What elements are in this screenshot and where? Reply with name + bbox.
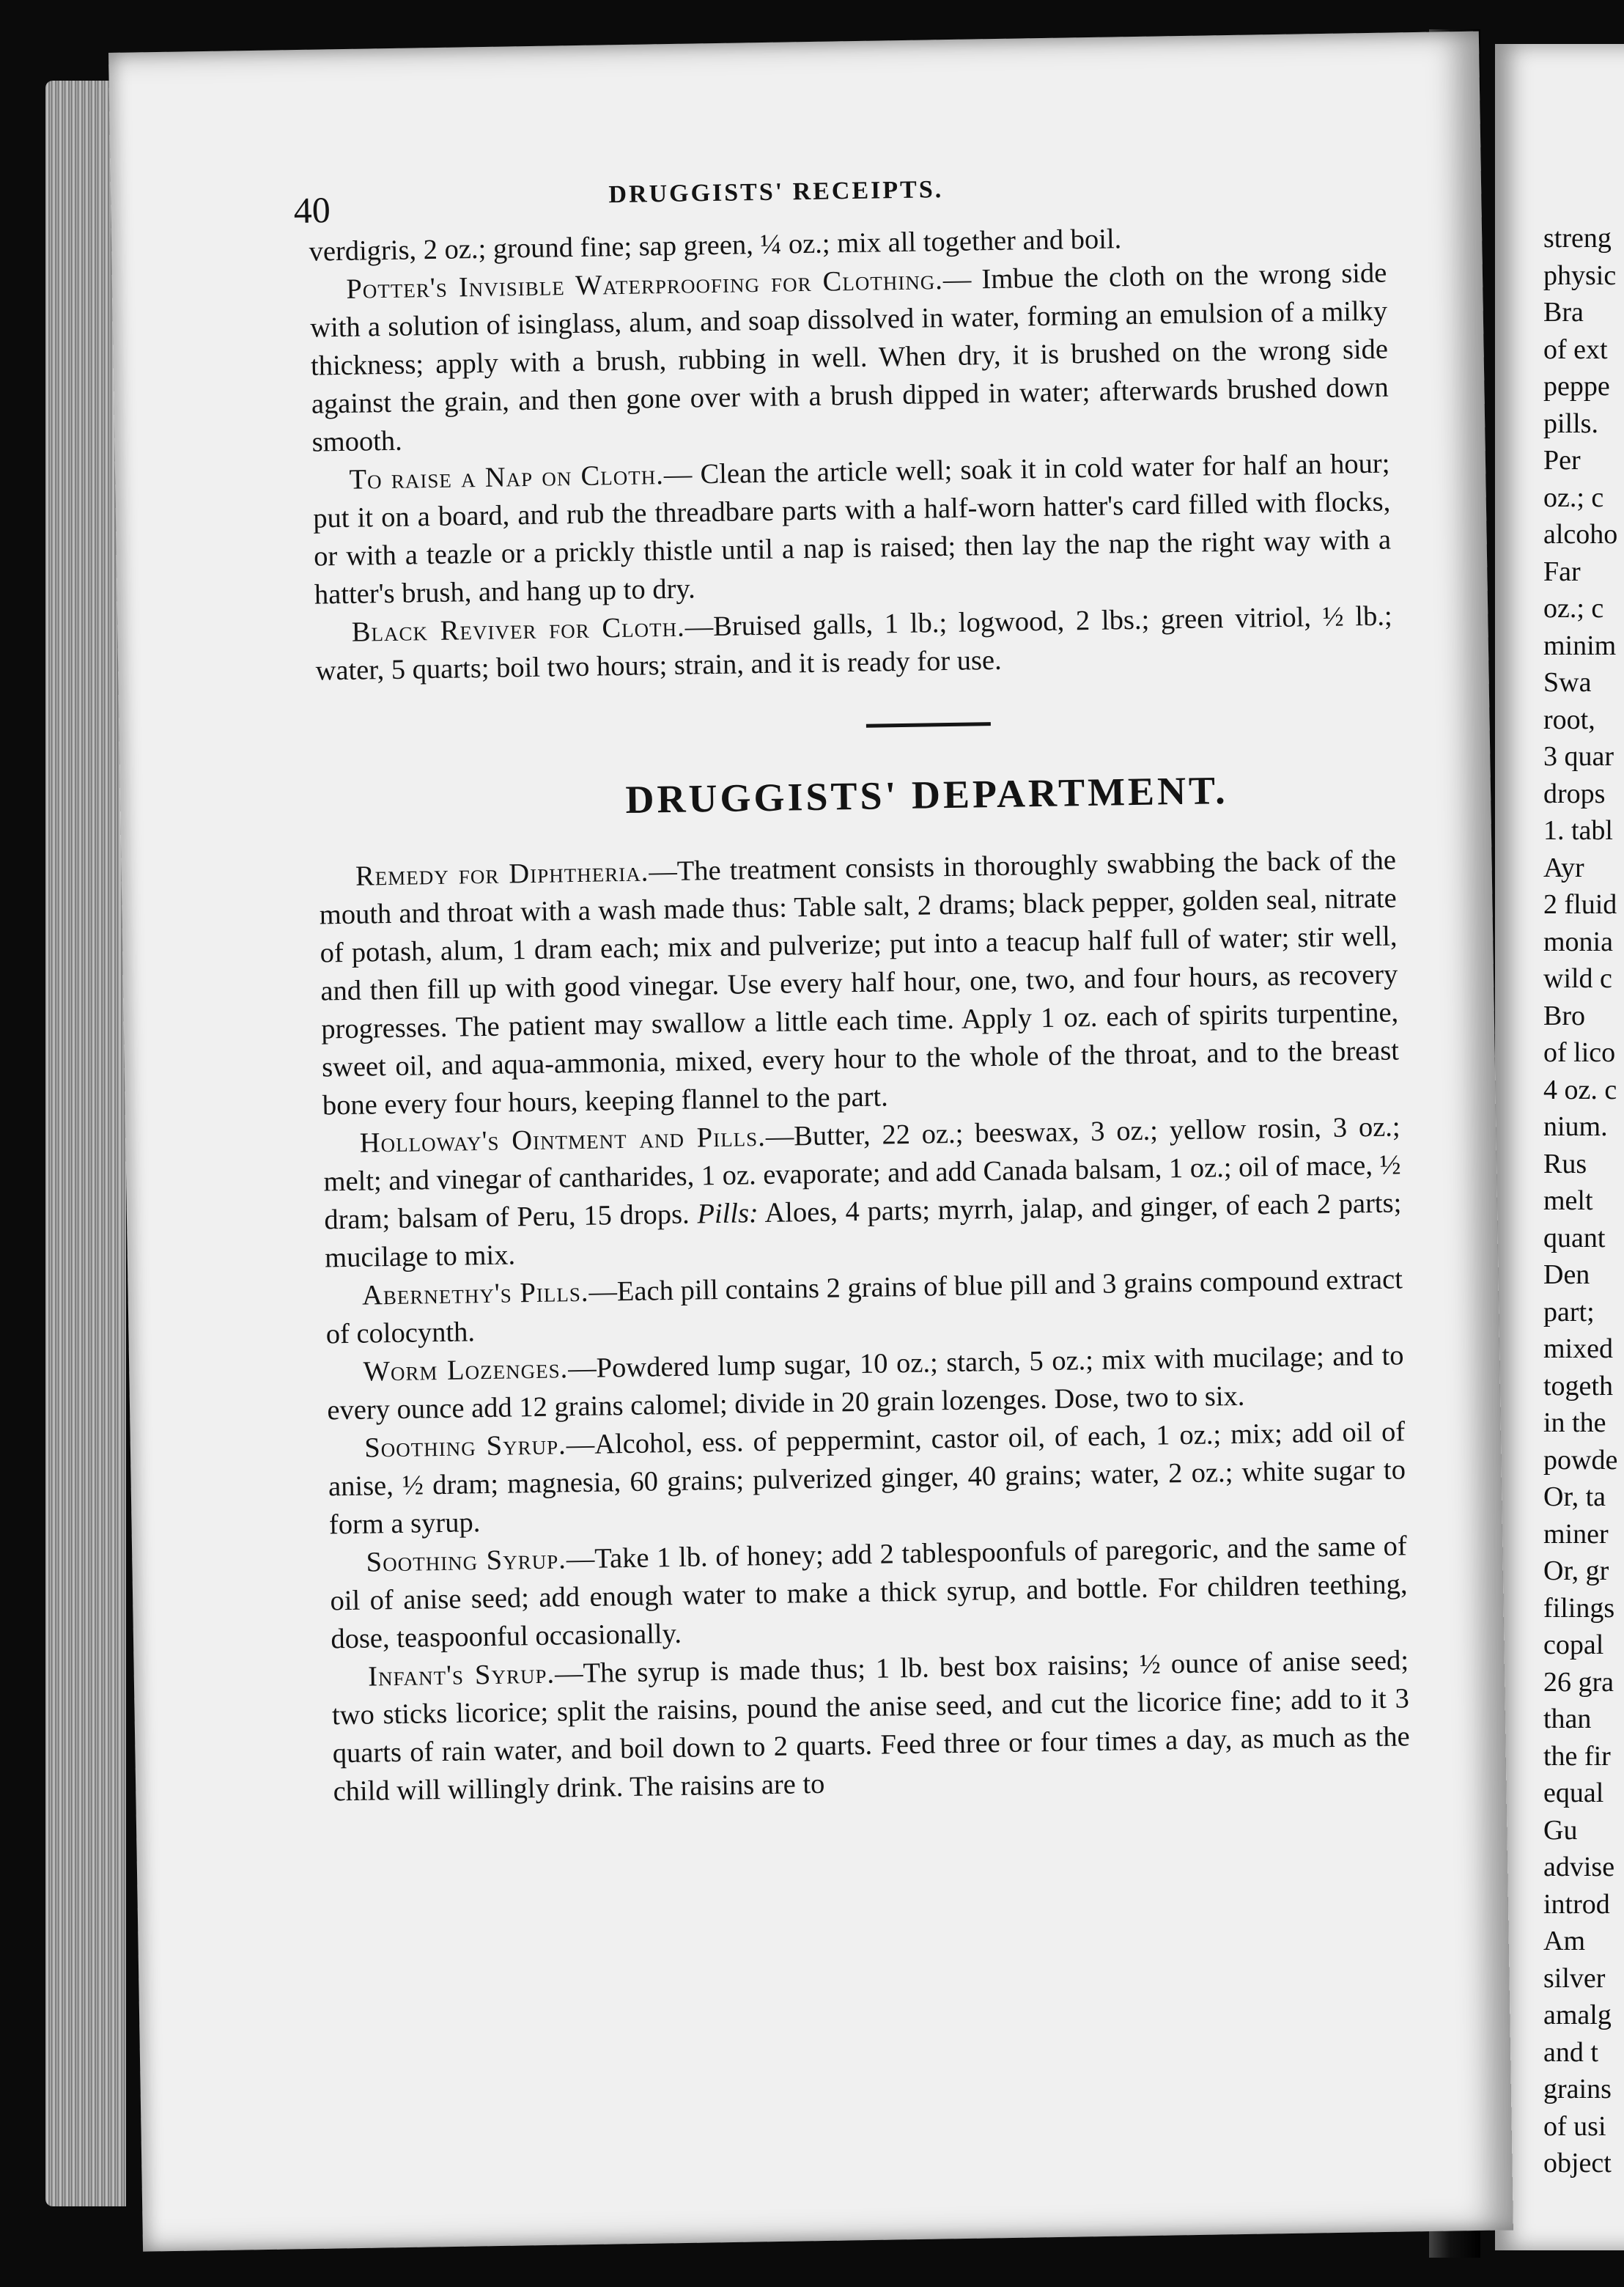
- recipe-body: —Alcohol, ess. of peppermint, castor oil, of each, 1 oz.; mix; add oil of anise, ½ dram; magnesia, 60 grains; pulverized ginger, 40 grains; water, 2 oz.; white sugar to form a syrup.: [328, 1416, 1406, 1541]
- page-content: [198, 158, 1411, 1813]
- recipe-paragraph: [218, 1413, 1406, 1545]
- facing-page-line: part;: [1543, 1296, 1595, 1327]
- recipe-body: —Butter, 22 oz.; beeswax, 3 oz.; yellow rosin, 3 oz.; melt; and vinegar of cantharides, 1 oz. evaporate; and add Canada balsam, 1 oz.; oil of mace, ½ dram; balsam of Peru, 15 drops.: [323, 1111, 1401, 1236]
- recipe-title: Soothing Syrup.: [363, 1429, 567, 1464]
- recipe-title: Soothing Syrup.: [366, 1544, 567, 1578]
- facing-page-line: Den: [1543, 1259, 1590, 1290]
- recipes-top: [199, 254, 1393, 692]
- facing-page-line: and t: [1543, 2036, 1598, 2068]
- facing-page-line: Rus: [1543, 1148, 1587, 1179]
- recipe-body: —The treatment consists in thoroughly swabbing the back of the mouth and throat with a wash made thus: Table salt, 2 drams; black pepper, golden seal, nitrate of potash, alum, 1 dram each; mix and pulverize; put into a teacup half full of water; stir well, and then fill up with good vinegar. Use every half hour, one, two, and four hours, as recovery progresses. The patient may swallow a little each time. Apply 1 oz. each of spirits turpentine, sweet oil, and aqua-ammonia, mixed, every hour to the whole of the throat, and to the breast bone every four hours, keeping flannel to the part.: [319, 844, 1400, 1122]
- facing-page-line: the fir: [1543, 1740, 1611, 1772]
- facing-page-line: of ext: [1543, 334, 1608, 365]
- facing-page-line: miner: [1543, 1518, 1609, 1550]
- facing-page-line: Or, ta: [1543, 1481, 1606, 1512]
- facing-page-line: root,: [1543, 704, 1595, 735]
- facing-page-line: filings: [1543, 1592, 1615, 1624]
- facing-page-line: quant: [1543, 1222, 1606, 1253]
- recipe-title: Remedy for Diphtheria.: [355, 856, 649, 892]
- page-number: 40: [293, 189, 331, 231]
- facing-page-line: of usi: [1543, 2110, 1606, 2142]
- recipe-italic-label: Pills:: [697, 1198, 759, 1230]
- facing-page-line: silver: [1543, 1962, 1606, 1994]
- recipe-paragraph: [213, 1108, 1402, 1278]
- facing-page-line: togeth: [1543, 1370, 1613, 1402]
- facing-page-line: peppe: [1543, 371, 1610, 402]
- facing-page-line: wild c: [1543, 963, 1612, 994]
- recipes-department: [209, 841, 1411, 1812]
- facing-page-line: oz.; c: [1543, 482, 1604, 513]
- recipe-paragraph: [199, 254, 1389, 463]
- facing-page-line: drops: [1543, 778, 1606, 809]
- recipe-paragraph: [202, 445, 1392, 616]
- facing-page-line: 4 oz. c: [1543, 1074, 1617, 1105]
- facing-page-line: copal: [1543, 1629, 1604, 1660]
- facing-page-line: alcoho: [1543, 519, 1618, 550]
- recipe-paragraph: [209, 841, 1400, 1126]
- running-head-title: DRUGGISTS' RECEIPTS.: [608, 176, 944, 209]
- facing-page: [1495, 44, 1624, 2250]
- section-heading: DRUGGISTS' DEPARTMENT.: [624, 768, 1229, 822]
- facing-page-line: melt: [1543, 1185, 1593, 1216]
- facing-page-line: Ayr: [1543, 852, 1584, 883]
- facing-page-line: object: [1543, 2148, 1612, 2179]
- recipe-body: —The syrup is made thus; 1 lb. best box raisins; ½ ounce of anise seed; two sticks licorice; split the raisins, pound the anise seed, and cut the licorice fine; add to it 3 quarts of rain water, and boil down to 2 quarts. Feed three or four times a day, as much as the child will willingly drink. The raisins are to: [331, 1645, 1410, 1808]
- recipe-paragraph: [219, 1527, 1408, 1660]
- continuation-paragraph: verdigris, 2 oz.; ground fine; sap green, ¼ oz.; mix all together and boil.: [309, 224, 1122, 268]
- facing-page-line: oz.; c: [1543, 593, 1604, 624]
- recipe-body: — Imbue the cloth on the wrong side with a solution of isinglass, alum, and soap dissolved in water, forming an emulsion of a milky thickness; apply with a brush, rubbing in well. When dry, it is brushed on the wrong side against the grain, and then gone over with a brush dipped in water; afterwards brushed down smooth.: [309, 257, 1389, 458]
- facing-page-line: 1. tabl: [1543, 815, 1613, 846]
- recipe-title: Worm Lozenges.: [363, 1353, 569, 1388]
- recipe-title: Infant's Syrup.: [367, 1658, 556, 1693]
- recipe-body-continued: Aloes, 4 parts; myrrh, jalap, and ginger, of each 2 parts; mucilage to mix.: [324, 1187, 1402, 1274]
- facing-page-line: grains: [1543, 2074, 1612, 2104]
- recipe-body: — Clean the article well; soak it in cold water for half an hour; put it on a board, and rub the threadbare parts with a half-worn hatter's card filled with flocks, or with a teazle or a prickly thistle until a nap is raised; then lay the nap the right way with a hatter's brush, and hang up to dry.: [313, 448, 1392, 611]
- recipe-title: To raise a Nap on Cloth.: [349, 460, 665, 496]
- facing-page-text: [1543, 220, 1624, 2182]
- facing-page-line: powde: [1543, 1444, 1618, 1476]
- facing-page-line: advise: [1543, 1852, 1615, 1882]
- facing-page-line: physic: [1543, 259, 1617, 291]
- recipe-paragraph: [221, 1641, 1411, 1812]
- facing-page-line: in the: [1543, 1407, 1606, 1438]
- recipe-title: Abernethy's Pills.: [361, 1276, 589, 1311]
- facing-page-line: monia: [1543, 926, 1613, 957]
- facing-page-line: Per: [1543, 445, 1581, 476]
- facing-page-line: 2 fluid: [1543, 889, 1617, 920]
- facing-page-line: Gu: [1543, 1814, 1578, 1846]
- facing-page-line: Bra: [1543, 297, 1584, 328]
- facing-page-line: Far: [1543, 556, 1581, 587]
- facing-page-line: Am: [1543, 1926, 1585, 1956]
- facing-page-line: 26 gra: [1543, 1666, 1614, 1698]
- facing-page-line: mixed: [1543, 1333, 1613, 1364]
- facing-page-line: pills.: [1543, 408, 1598, 439]
- facing-page-line: minim: [1543, 630, 1617, 661]
- section-divider: [866, 722, 991, 728]
- facing-page-line: Bro: [1543, 1000, 1585, 1031]
- recipe-title: Black Reviver for Cloth.: [351, 611, 686, 648]
- recipe-body: —Take 1 lb. of honey; add 2 tablespoonfuls of paregoric, and the same of oil of anise seed; add enough water to make a thick syrup, and bottle. For children teething, dose, teaspoonful occasionally.: [330, 1531, 1408, 1655]
- recipe-body: —Bruised galls, 1 lb.; logwood, 2 lbs.; green vitriol, ½ lb.; water, 5 quarts; boil two hours; strain, and it is ready for use.: [315, 600, 1392, 687]
- facing-page-line: equal: [1543, 1778, 1604, 1808]
- facing-page-line: Or, gr: [1543, 1555, 1609, 1586]
- recipe-body: —Powdered lump sugar, 10 oz.; starch, 5 oz.; mix with mucilage; and to every ounce add 12 grains calomel; divide in 20 grain lozenges. Dose, two to six.: [327, 1340, 1404, 1426]
- facing-page-line: introd: [1543, 1888, 1610, 1920]
- facing-page-line: Swa: [1543, 667, 1592, 698]
- facing-page-line: amalg: [1543, 2000, 1612, 2030]
- facing-page-line: than: [1543, 1704, 1592, 1734]
- facing-page-line: of lico: [1543, 1037, 1616, 1068]
- recipe-title: Potter's Invisible Waterproofing for Clothing.: [346, 265, 944, 305]
- recipe-title: Holloway's Ointment and Pills.: [359, 1121, 767, 1159]
- facing-page-line: nium.: [1543, 1111, 1608, 1142]
- facing-page-line: 3 quar: [1543, 741, 1614, 772]
- recipe-body: —Each pill contains 2 grains of blue pill and 3 grains compound extract of colocynth.: [325, 1264, 1403, 1350]
- facing-page-line: streng: [1543, 223, 1612, 254]
